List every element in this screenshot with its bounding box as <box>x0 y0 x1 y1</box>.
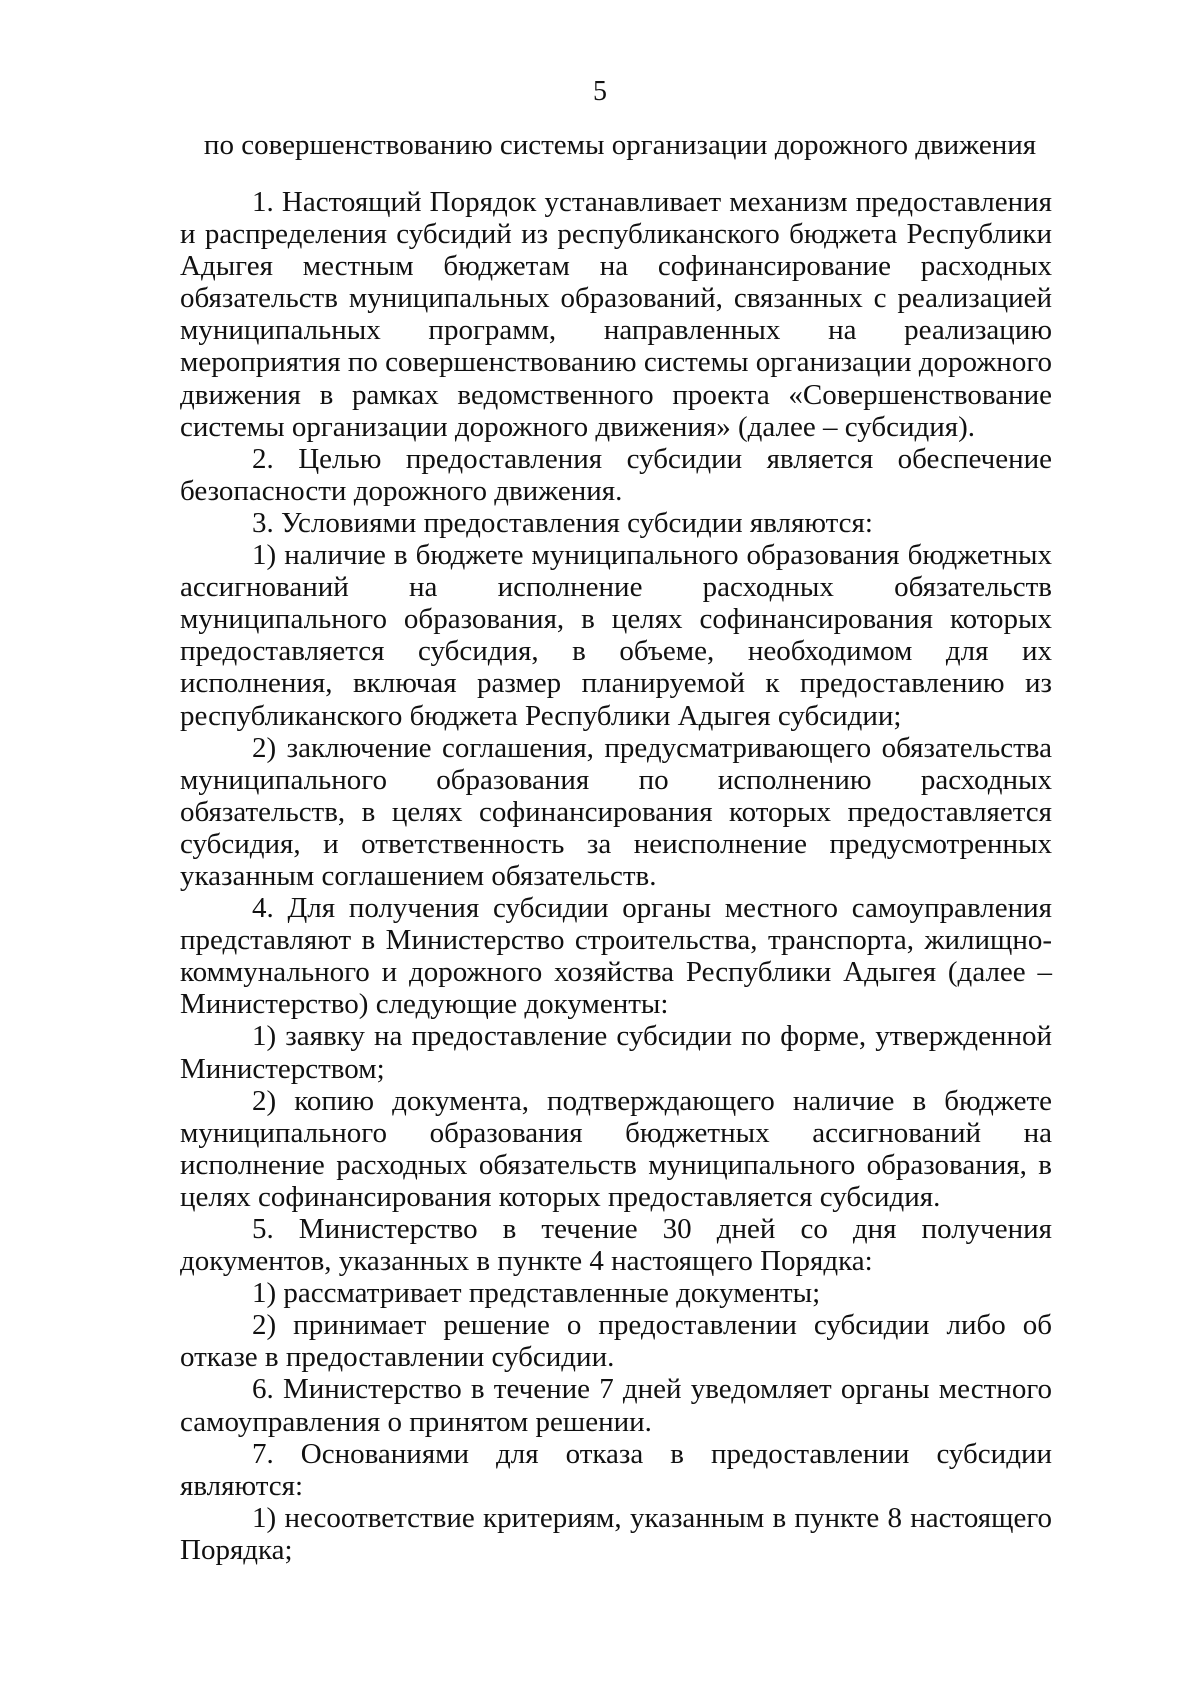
paragraph: 6. Министерство в течение 7 дней уведомляет органы местного самоуправления о принятом решении. <box>180 1373 1052 1438</box>
paragraph: 3. Условиями предоставления субсидии являются: <box>252 506 873 539</box>
paragraph: 2) копию документа, подтверждающего наличие в бюджете муниципального образования бюджетных ассигнований на исполнение расходных обязательств муниципального образования, в целях софинансирования которых предоставляется субсидия. <box>180 1084 1052 1213</box>
paragraph: 1) наличие в бюджете муниципального образования бюджетных ассигнований на исполнение расходных обязательств муниципального образования, в целях софинансирования которых предоставляется субсидия, в объеме, необходимом для их исполнения, включая размер планируемой к предоставлению из республиканского бюджета Республики Адыгея субсидии; <box>180 539 1052 732</box>
document-body <box>180 186 1052 1566</box>
section-heading: по совершенствованию системы организации дорожного движения <box>203 129 1037 161</box>
paragraph: 7. Основаниями для отказа в предоставлении субсидии являются: <box>180 1437 1052 1502</box>
paragraph: 1) рассматривает представленные документы; <box>252 1277 821 1310</box>
paragraph: 5. Министерство в течение 30 дней со дня получения документов, указанных в пункте 4 настоящего Порядка: <box>180 1213 1052 1278</box>
paragraph: 2) принимает решение о предоставлении субсидии либо об отказе в предоставлении субсидии. <box>180 1309 1052 1374</box>
page-number: 5 <box>593 76 607 107</box>
paragraph: 4. Для получения субсидии органы местного самоуправления представляют в Министерство строительства, транспорта, жилищно-коммунального и дорожного хозяйства Республики Адыгея (далее – Министерство) следующие документы: <box>180 892 1052 1021</box>
paragraph: 1) заявку на предоставление субсидии по форме, утвержденной Министерством; <box>180 1020 1052 1085</box>
paragraph: 2) заключение соглашения, предусматривающего обязательства муниципального образования по исполнению расходных обязательств, в целях софинансирования которых предоставляется субсидия, и ответственность за неисполнение предусмотренных указанным соглашением обязательств. <box>180 731 1052 892</box>
paragraph: 1. Настоящий Порядок устанавливает механизм предоставления и распределения субсидий из республиканского бюджета Республики Адыгея местным бюджетам на софинансирование расходных обязательств муниципальных образований, связанных с реализацией муниципальных программ, направленных на реализацию мероприятия по совершенствованию системы организации дорожного движения в рамках ведомственного проекта «Совершенствование системы организации дорожного движения» (далее – субсидия). <box>180 186 1052 443</box>
paragraph: 1) несоответствие критериям, указанным в пункте 8 настоящего Порядка; <box>180 1501 1052 1566</box>
paragraph: 2. Целью предоставления субсидии является обеспечение безопасности дорожного движения. <box>180 442 1052 507</box>
